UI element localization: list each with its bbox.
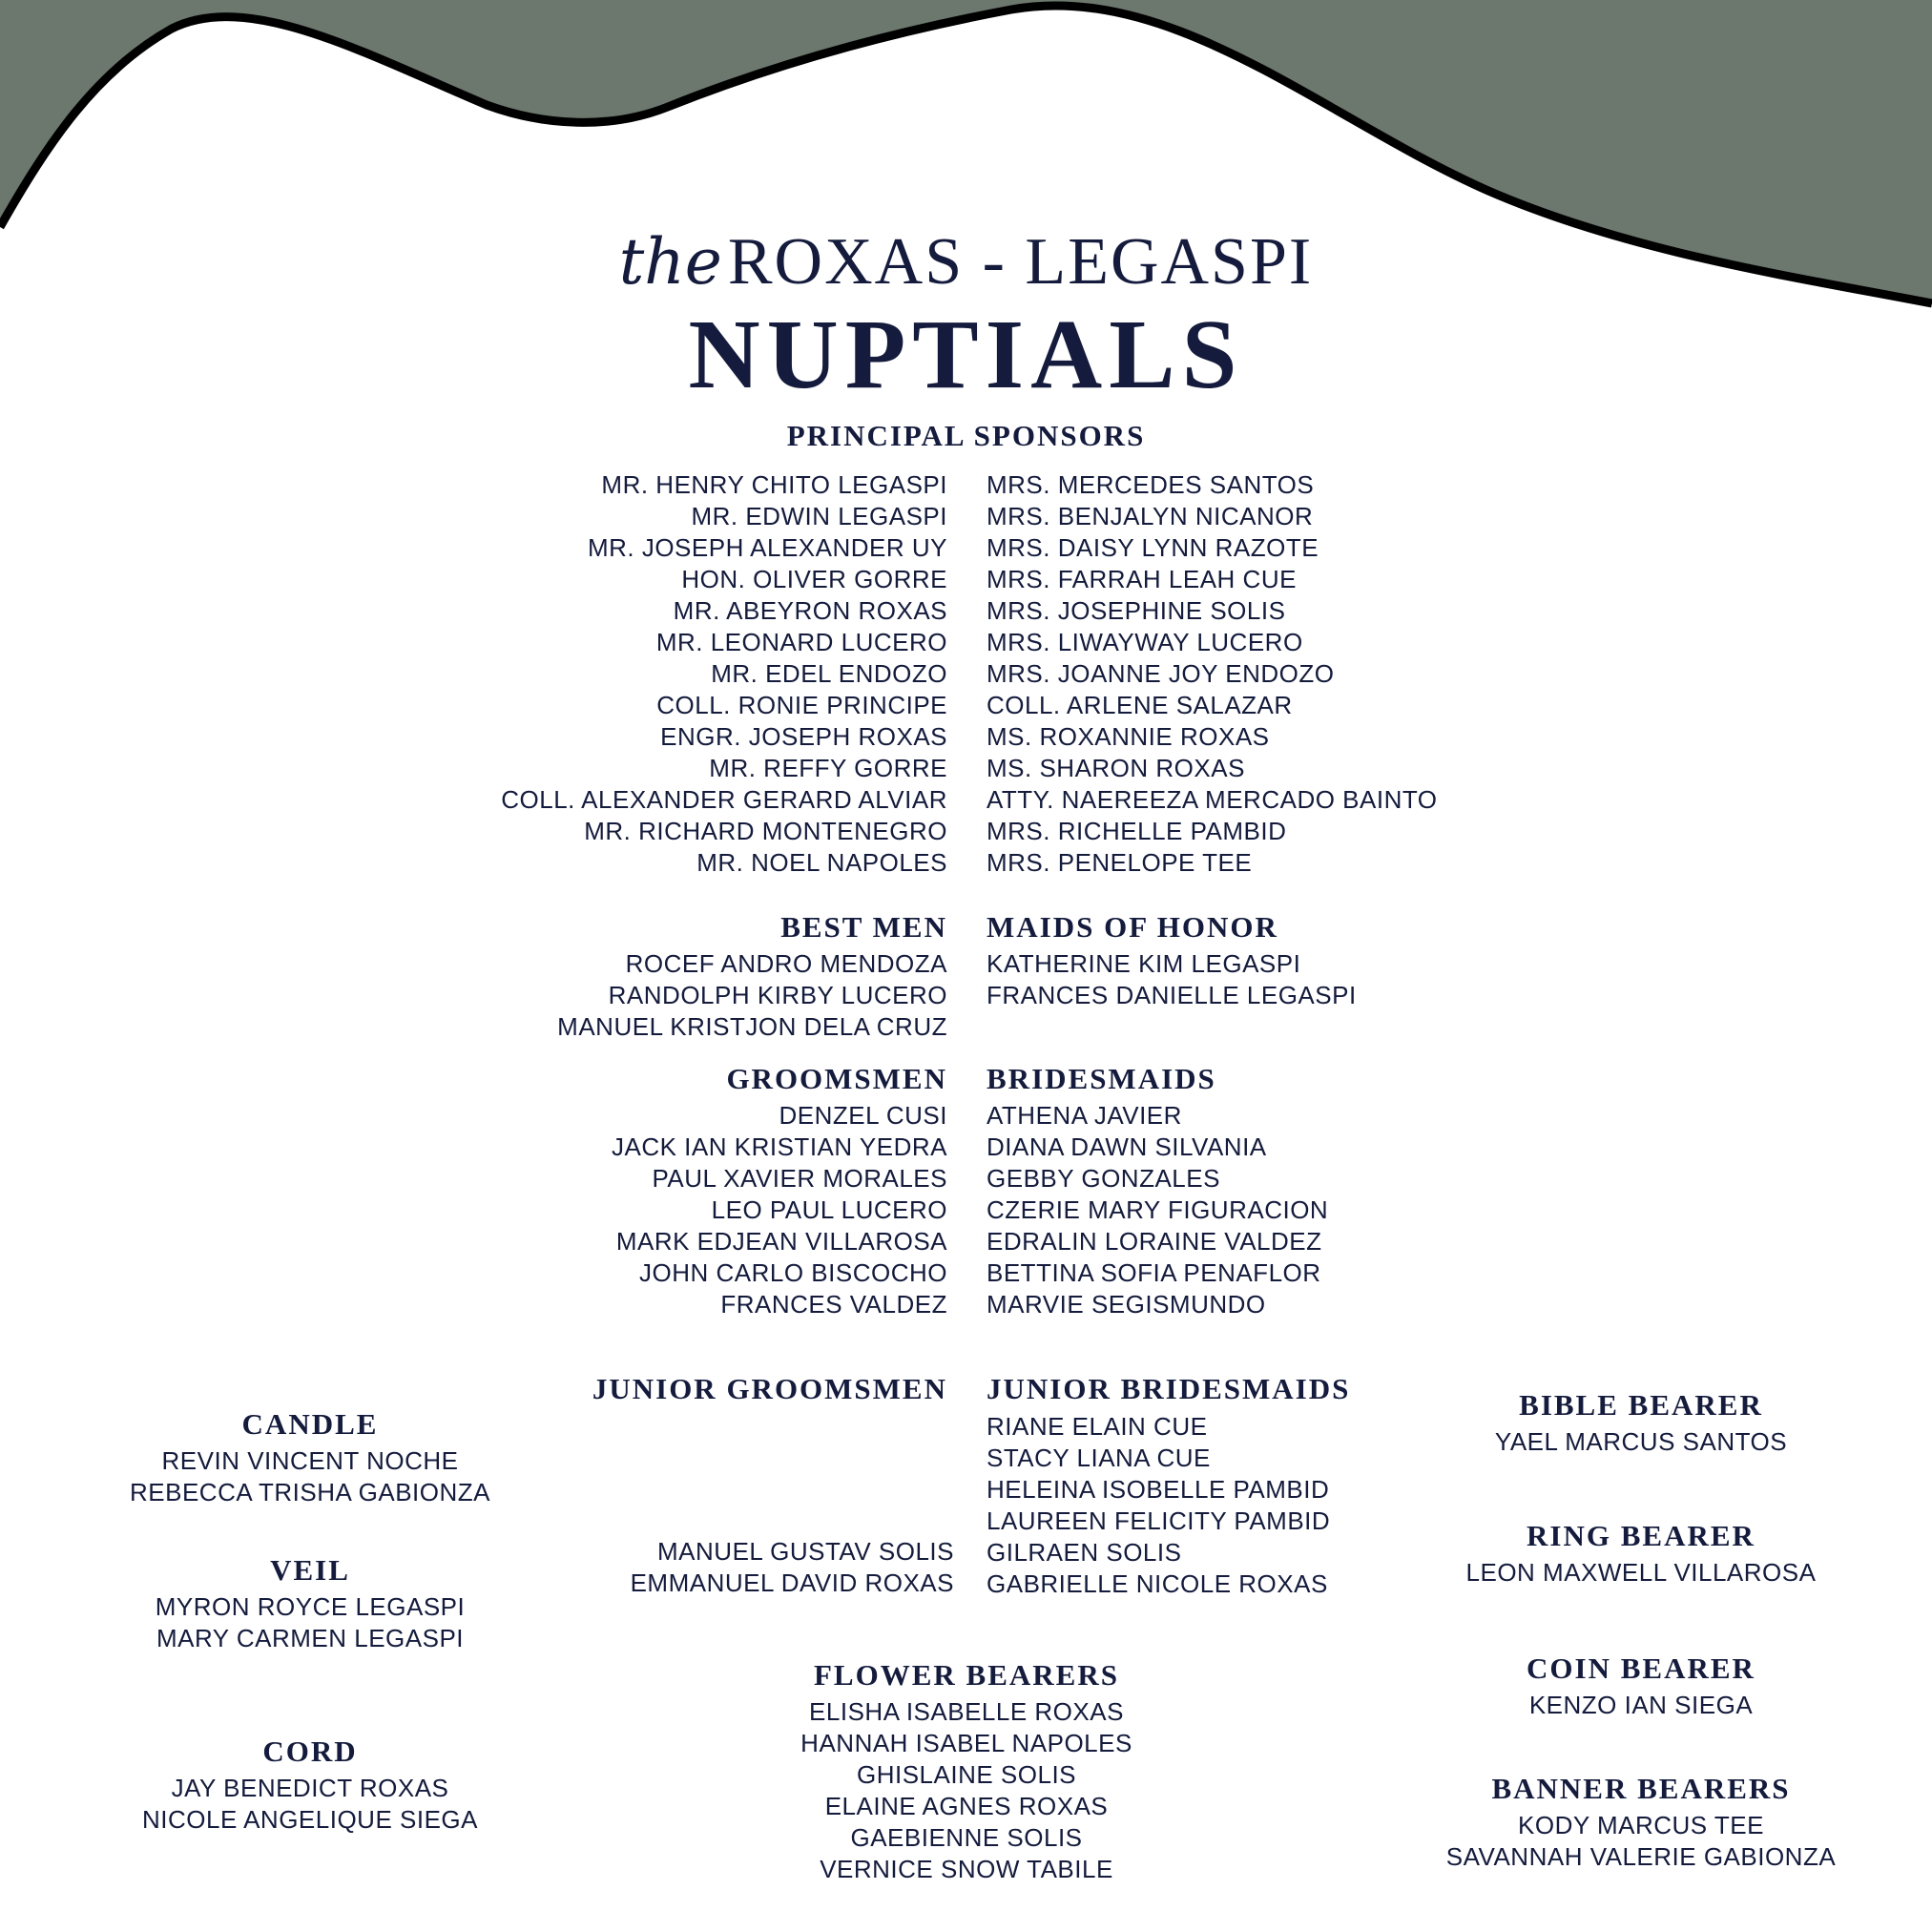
list-item: RANDOLPH KIRBY LUCERO — [608, 981, 947, 1009]
list-item: MRS. FARRAH LEAH CUE — [987, 565, 1297, 593]
best-men-list — [557, 948, 947, 1043]
list-item: COLL. ARLENE SALAZAR — [987, 691, 1293, 719]
list-item: MYRON ROYCE LEGASPI — [155, 1592, 466, 1621]
list-item: MRS. MERCEDES SANTOS — [987, 470, 1315, 499]
bible-bearer-heading: BIBLE BEARER — [1519, 1388, 1763, 1422]
flower-bearers-section — [776, 1658, 1157, 1885]
list-item: GILRAEN SOLIS — [987, 1538, 1182, 1567]
list-item: RIANE ELAIN CUE — [987, 1412, 1208, 1441]
list-item: STACY LIANA CUE — [987, 1444, 1211, 1472]
title-nuptials: NUPTIALS — [688, 300, 1244, 409]
list-item: BETTINA SOFIA PENAFLOR — [987, 1258, 1321, 1287]
bible-bearer-section — [1431, 1388, 1851, 1458]
list-item: MRS. PENELOPE TEE — [987, 848, 1253, 877]
cord-heading: CORD — [262, 1735, 358, 1768]
couple-title — [0, 225, 1932, 299]
list-item: LEON MAXWELL VILLAROSA — [1465, 1558, 1817, 1587]
list-item: DIANA DAWN SILVANIA — [987, 1132, 1267, 1161]
list-item: JACK IAN KRISTIAN YEDRA — [612, 1132, 947, 1161]
list-item: FRANCES VALDEZ — [720, 1290, 947, 1319]
list-item: FRANCES DANIELLE LEGASPI — [987, 981, 1357, 1009]
bridesmaids-list — [987, 1100, 1328, 1320]
junior-groomsmen-list — [631, 1536, 954, 1599]
list-item: ELAINE AGNES ROXAS — [824, 1792, 1109, 1820]
list-item: MR. HENRY CHITO LEGASPI — [601, 470, 947, 499]
list-item: JOHN CARLO BISCOCHO — [639, 1258, 947, 1287]
list-item: KATHERINE KIM LEGASPI — [987, 949, 1301, 978]
list-item: COLL. ALEXANDER GERARD ALVIAR — [501, 785, 947, 814]
list-item: MR. ABEYRON ROXAS — [673, 596, 947, 625]
list-item: MS. SHARON ROXAS — [987, 754, 1245, 782]
list-item: HANNAH ISABEL NAPOLES — [800, 1729, 1132, 1757]
ring-bearer-list — [1431, 1557, 1851, 1589]
principal-sponsors-heading: PRINCIPAL SPONSORS — [786, 419, 1146, 452]
junior-groomsmen-heading: JUNIOR GROOMSMEN — [592, 1372, 947, 1405]
maids-of-honor-list — [987, 948, 1357, 1011]
coin-bearer-section — [1431, 1652, 1851, 1721]
list-item: GAEBIENNE SOLIS — [850, 1823, 1083, 1852]
veil-list — [119, 1591, 501, 1654]
list-item: COLL. RONIE PRINCIPE — [656, 691, 947, 719]
list-item: VERNICE SNOW TABILE — [820, 1855, 1113, 1883]
list-item: SAVANNAH VALERIE GABIONZA — [1445, 1842, 1837, 1871]
principal-sponsors-male-list — [501, 469, 947, 879]
list-item: MR. EDWIN LEGASPI — [691, 502, 947, 530]
title-prefix: the — [618, 225, 722, 299]
list-item: HELEINA ISOBELLE PAMBID — [987, 1475, 1330, 1504]
cord-list — [119, 1773, 501, 1836]
ring-bearer-section — [1431, 1519, 1851, 1589]
list-item: MANUEL KRISTJON DELA CRUZ — [557, 1012, 947, 1041]
list-item: MRS. JOANNE JOY ENDOZO — [987, 659, 1335, 688]
list-item: DENZEL CUSI — [779, 1101, 947, 1130]
list-item: MS. ROXANNIE ROXAS — [987, 722, 1270, 751]
list-item: LAUREEN FELICITY PAMBID — [987, 1506, 1331, 1535]
list-item: MRS. JOSEPHINE SOLIS — [987, 596, 1286, 625]
candle-heading: CANDLE — [241, 1407, 379, 1441]
list-item: MRS. BENJALYN NICANOR — [987, 502, 1314, 530]
flower-bearers-list — [776, 1696, 1157, 1885]
groomsmen-list — [612, 1100, 947, 1320]
groomsmen-heading: GROOMSMEN — [726, 1062, 947, 1095]
list-item: EDRALIN LORAINE VALDEZ — [987, 1227, 1322, 1256]
list-item: ATTY. NAEREEZA MERCADO BAINTO — [987, 785, 1438, 814]
list-item: GEBBY GONZALES — [987, 1164, 1220, 1193]
coin-bearer-list — [1431, 1690, 1851, 1721]
list-item: GHISLAINE SOLIS — [856, 1760, 1077, 1789]
list-item: MR. REFFY GORRE — [709, 754, 947, 782]
list-item: NICOLE ANGELIQUE SIEGA — [142, 1805, 478, 1834]
list-item: MARK EDJEAN VILLAROSA — [615, 1227, 947, 1256]
list-item: ROCEF ANDRO MENDOZA — [625, 949, 947, 978]
list-item: CZERIE MARY FIGURACION — [987, 1195, 1329, 1224]
title-names: ROXAS - LEGASPI — [727, 225, 1314, 299]
list-item: HON. OLIVER GORRE — [681, 565, 947, 593]
list-item: EMMANUEL DAVID ROXAS — [630, 1568, 954, 1597]
junior-bridesmaids-heading: JUNIOR BRIDESMAIDS — [987, 1372, 1351, 1405]
list-item: MR. NOEL NAPOLES — [696, 848, 947, 877]
list-item: YAEL MARCUS SANTOS — [1494, 1427, 1788, 1456]
maids-of-honor-heading: MAIDS OF HONOR — [987, 910, 1278, 944]
list-item: MANUEL GUSTAV SOLIS — [657, 1537, 954, 1566]
junior-bridesmaids-list — [987, 1411, 1330, 1600]
list-item: ATHENA JAVIER — [987, 1101, 1182, 1130]
banner-bearers-section — [1431, 1772, 1851, 1873]
candle-section — [119, 1407, 501, 1508]
bible-bearer-list — [1431, 1426, 1851, 1458]
bridesmaids-heading: BRIDESMAIDS — [987, 1062, 1216, 1095]
list-item: ENGR. JOSEPH ROXAS — [660, 722, 947, 751]
list-item: MR. RICHARD MONTENEGRO — [584, 817, 947, 845]
coin-bearer-heading: COIN BEARER — [1527, 1652, 1755, 1685]
list-item: KENZO IAN SIEGA — [1528, 1691, 1754, 1719]
list-item: LEO PAUL LUCERO — [711, 1195, 947, 1224]
list-item: MRS. LIWAYWAY LUCERO — [987, 628, 1303, 656]
list-item: MARVIE SEGISMUNDO — [987, 1290, 1266, 1319]
banner-bearers-heading: BANNER BEARERS — [1491, 1772, 1791, 1805]
veil-section — [119, 1553, 501, 1654]
banner-bearers-list — [1431, 1810, 1851, 1873]
list-item: MRS. RICHELLE PAMBID — [987, 817, 1287, 845]
ring-bearer-heading: RING BEARER — [1527, 1519, 1755, 1552]
list-item: REBECCA TRISHA GABIONZA — [129, 1478, 490, 1506]
candle-list — [119, 1445, 501, 1508]
list-item: MR. LEONARD LUCERO — [655, 628, 947, 656]
list-item: KODY MARCUS TEE — [1518, 1811, 1764, 1839]
cord-section — [119, 1735, 501, 1836]
flower-bearers-heading: FLOWER BEARERS — [814, 1658, 1119, 1692]
list-item: MR. EDEL ENDOZO — [711, 659, 947, 688]
list-item: REVIN VINCENT NOCHE — [161, 1446, 459, 1475]
list-item: MRS. DAISY LYNN RAZOTE — [987, 533, 1319, 562]
list-item: JAY BENEDICT ROXAS — [171, 1774, 449, 1802]
list-item: ELISHA ISABELLE ROXAS — [809, 1697, 1124, 1726]
list-item: GABRIELLE NICOLE ROXAS — [987, 1569, 1328, 1598]
best-men-heading: BEST MEN — [780, 910, 947, 944]
principal-sponsors-female-list — [987, 469, 1437, 879]
list-item: PAUL XAVIER MORALES — [652, 1164, 947, 1193]
list-item: MARY CARMEN LEGASPI — [156, 1624, 465, 1652]
list-item: MR. JOSEPH ALEXANDER UY — [587, 533, 947, 562]
veil-heading: VEIL — [270, 1553, 350, 1587]
